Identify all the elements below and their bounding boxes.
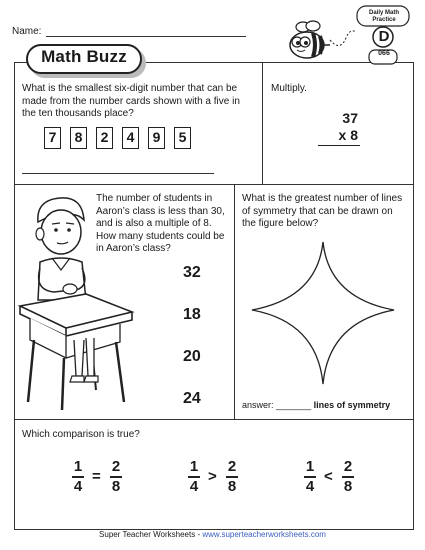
number-card: 4 <box>122 127 139 149</box>
four-point-star-icon <box>248 238 398 388</box>
multiply-line <box>318 145 360 146</box>
q4-text: What is the greatest number of lines of symmetry that can be drawn on the figure below? <box>242 193 403 229</box>
badge-number: 066 <box>378 50 390 57</box>
footer-separator: - <box>195 530 203 539</box>
divider-row-2 <box>14 419 414 420</box>
fraction-right: 2 8 <box>227 458 237 495</box>
number-card: 2 <box>96 127 113 149</box>
answer-suffix: lines of symmetry <box>313 400 391 410</box>
comparison-operator: > <box>208 468 217 485</box>
fraction-left: 1 4 <box>189 458 199 495</box>
fraction-right: 2 8 <box>343 458 353 495</box>
bee-trail-icon <box>328 22 358 52</box>
divider-col-1 <box>262 62 263 184</box>
footer-link[interactable]: www.superteacherworksheets.com <box>202 530 326 539</box>
choice-3[interactable]: 20 <box>183 348 201 365</box>
answer-blank[interactable]: _______ <box>276 400 312 410</box>
number-card: 5 <box>174 127 191 149</box>
fraction-right: 2 8 <box>111 458 121 495</box>
q4-answer-line <box>242 400 412 410</box>
q1-answer-line[interactable] <box>22 173 214 174</box>
fraction-left: 1 4 <box>73 458 83 495</box>
footer-brand: Super Teacher Worksheets <box>99 530 196 539</box>
q1-text: What is the smallest six-digit number that can be made from the number cards shown with a five in the ten thousands place? <box>22 83 240 119</box>
student-desk-illustration <box>16 190 136 415</box>
q2-label: Multiply. <box>271 83 307 94</box>
answer-prefix: answer: <box>242 400 274 410</box>
comparison-operator: = <box>92 468 101 485</box>
fraction-left: 1 4 <box>305 458 315 495</box>
bee-icon <box>283 18 333 63</box>
q3-text: The number of students in Aaron’s class is less than 30, and is also a multiple of 8. How many students could be in Aaron’s class? <box>96 193 225 254</box>
choice-1[interactable]: 32 <box>183 264 201 281</box>
comparison-option-2[interactable] <box>188 460 258 500</box>
name-label: Name: <box>12 26 42 37</box>
number-card: 9 <box>148 127 165 149</box>
choice-2[interactable]: 18 <box>183 306 201 323</box>
multiplier: x 8 <box>338 127 358 143</box>
divider-row-1 <box>14 184 414 185</box>
multiplicand: 37 <box>342 110 358 126</box>
comparison-option-3[interactable] <box>304 460 374 500</box>
comparison-operator: < <box>324 468 333 485</box>
page-title: Math Buzz <box>41 47 127 66</box>
footer <box>0 530 425 539</box>
comparison-option-1[interactable] <box>72 460 142 500</box>
number-card: 8 <box>70 127 87 149</box>
number-card: 7 <box>44 127 61 149</box>
choice-4[interactable]: 24 <box>183 390 201 407</box>
q5-text: Which comparison is true? <box>22 429 140 440</box>
badge-title: Daily Math Practice <box>368 10 399 23</box>
badge-letter: D <box>378 28 390 45</box>
divider-col-2 <box>234 184 235 419</box>
name-line[interactable] <box>46 36 246 37</box>
